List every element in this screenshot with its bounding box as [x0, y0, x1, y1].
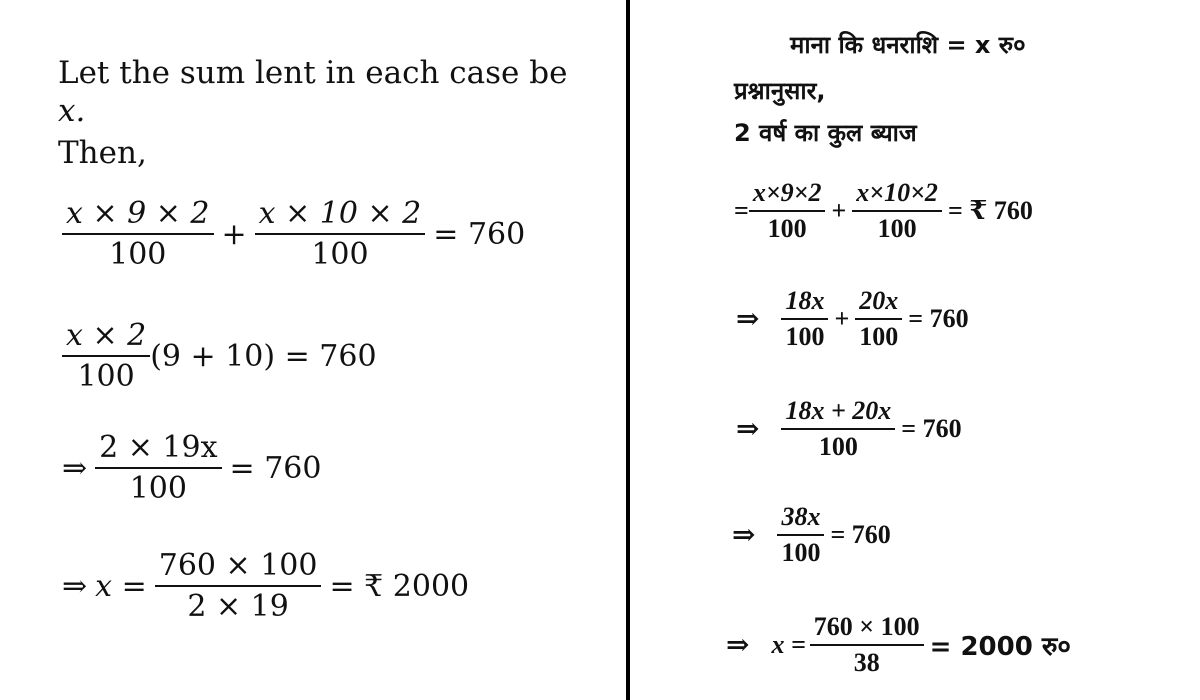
equation-1: $\frac{x \times 9 \times 2}{100}$ + $\frac{x \times 10 \times 2}{100}$ = 760	[62, 196, 533, 272]
hindi-equation-4: ⇒ $\frac{38x}{100}$ = 760	[732, 502, 891, 567]
hindi-equation-1: = $\frac{x\times 9\times 2}{100}$ + $\frac{x\times 10\times 2}{100}$ = ₹ 760	[734, 178, 1033, 243]
fraction: $\frac{38x}{100}$	[777, 502, 824, 568]
hindi-equation-2: ⇒ $\frac{18x}{100}$ + $\frac{20x}{100}$ = 760	[736, 286, 969, 351]
fraction: $\frac{x \times 2}{100}$	[62, 318, 150, 394]
hindi-equation-3: ⇒ $\frac{18x + 20x}{100}$ = 760	[736, 396, 962, 461]
hindi-solution-panel	[632, 0, 1200, 700]
intro-line-1: Let the sum lent in each case be	[58, 55, 568, 91]
fraction: $\frac{2 \times 19x}{100}$	[95, 430, 221, 506]
intro-line-2: x.	[58, 93, 86, 129]
fraction: $\frac{18x + 20x}{100}$	[781, 396, 895, 462]
equation-3: ⇒ $\frac{2 \times 19x}{100}$ = 760	[62, 430, 322, 506]
hindi-equation-5: ⇒ x = $\frac{760 \times 100}{38}$ = 2000 रु०	[726, 612, 1071, 677]
hindi-line-2: प्रश्नानुसार,	[734, 77, 826, 105]
equation-4: ⇒ x = $\frac{760 \times 100}{2 \times 19}$ = ₹ 2000	[62, 548, 470, 624]
equation-2: $\frac{x \times 2}{100}$ (9 + 10) = 760	[62, 318, 377, 394]
intro-line-3: Then,	[58, 135, 147, 171]
fraction: $\frac{20x}{100}$	[855, 286, 902, 352]
hindi-line-3: 2 वर्ष का कुल ब्याज	[734, 119, 917, 147]
hindi-line-1: माना कि धनराशि = x रु०	[790, 31, 1026, 59]
fraction: $\frac{x \times 10 \times 2}{100}$	[255, 196, 426, 272]
fraction: $\frac{760 \times 100}{38}$	[810, 612, 924, 678]
fraction: $\frac{760 \times 100}{2 \times 19}$	[155, 548, 322, 624]
fraction: $\frac{x \times 9 \times 2}{100}$	[62, 196, 214, 272]
fraction: $\frac{x\times 10\times 2}{100}$	[852, 178, 942, 244]
fraction: $\frac{18x}{100}$	[781, 286, 828, 352]
fraction: $\frac{x\times 9\times 2}{100}$	[749, 178, 826, 244]
panel-divider	[626, 0, 630, 700]
